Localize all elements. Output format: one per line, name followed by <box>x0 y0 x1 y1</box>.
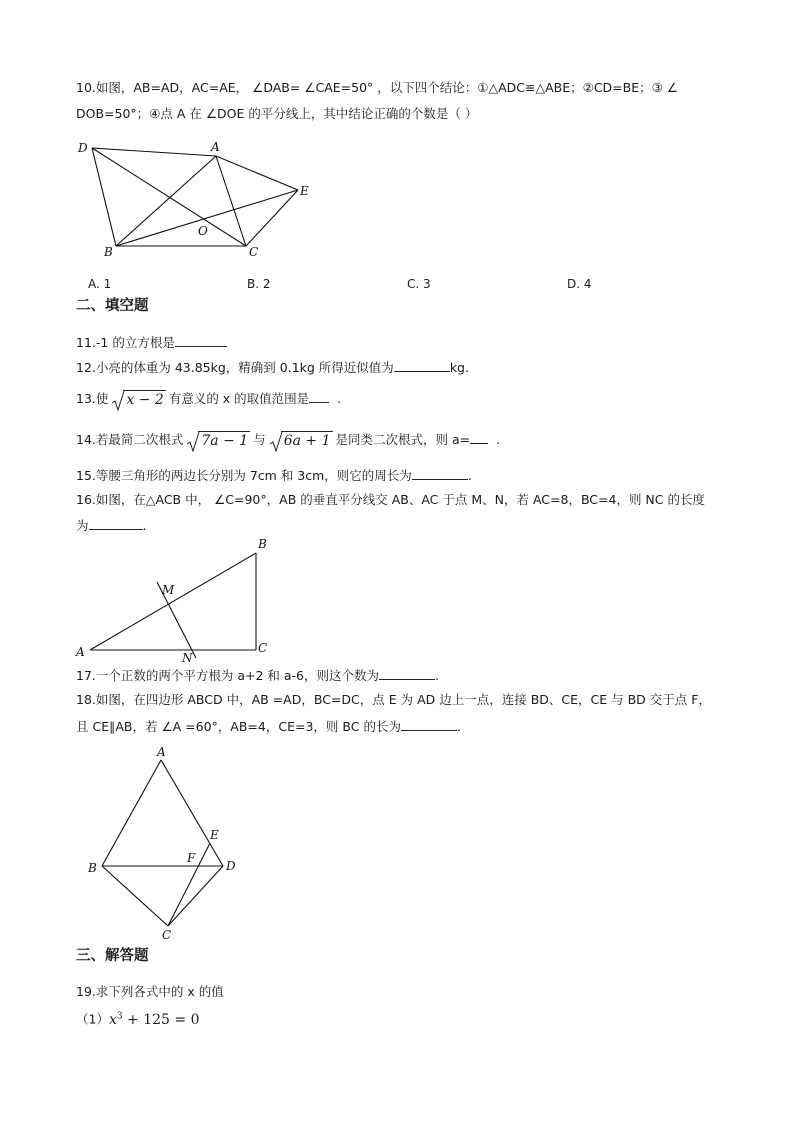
q17-text: 17.一个正数的两个平方根为 a+2 和 a-6，则这个数为 <box>76 668 380 683</box>
q12-answer-blank[interactable] <box>394 359 450 372</box>
q14-radicand-1: 7a − 1 <box>198 431 250 450</box>
q13-answer-blank[interactable] <box>309 390 329 403</box>
label-f: F <box>187 851 196 865</box>
q13-radicand: x − 2 <box>123 390 165 409</box>
q19-sub1-expr: + 125 = 0 <box>127 1011 200 1028</box>
q10-figure <box>74 138 324 262</box>
segment-da <box>92 148 216 156</box>
q10-line1: 10.如图，AB=AD，AC=AE， ∠DAB= ∠CAE=50° ，以下四个结论：①△ADC≌△ABE；②CD=BE；③ ∠ <box>76 80 679 95</box>
q14-sqrt-2 <box>269 431 333 450</box>
q14-sqrt-1 <box>186 431 250 450</box>
label-m: M <box>162 583 175 597</box>
q16-end: . <box>142 518 147 533</box>
label-o: O <box>198 224 208 238</box>
label-n: N <box>182 651 193 662</box>
q18-answer-blank[interactable] <box>401 718 457 731</box>
section-fill-in-title: 二、填空题 <box>76 298 149 314</box>
q13-pre: 13.使 <box>76 391 109 406</box>
q11 <box>76 334 227 351</box>
q19-text: 19.求下列各式中的 x 的值 <box>76 984 224 999</box>
q16-line2-text: 为 <box>76 518 89 533</box>
q18-end: . <box>456 719 461 734</box>
q10-line2: DOB=50°；④点 A 在 ∠DOE 的平分线上，其中结论正确的个数是（ ） <box>76 106 478 121</box>
label-b: B <box>104 245 113 259</box>
q11-text: 11.-1 的立方根是 <box>76 335 175 350</box>
q12-text: 12.小亮的体重为 43.85kg，精确到 0.1kg 所得近似值为 <box>76 360 394 375</box>
label-a: A <box>76 645 85 659</box>
q16-figure <box>74 534 280 662</box>
label-b: B <box>258 537 267 551</box>
q11-answer-blank[interactable] <box>175 334 227 347</box>
q13-post: 有意义的 x 的取值范围是 <box>168 391 310 406</box>
q15-text: 15.等腰三角形的两边长分别为 7cm 和 3cm，则它的周长为 <box>76 468 412 483</box>
q10-option-c: C. 3 <box>407 277 431 291</box>
q15-answer-blank[interactable] <box>412 467 468 480</box>
section-solve-title: 三、解答题 <box>76 948 149 964</box>
segment-ab <box>102 760 161 866</box>
segment-ac <box>216 156 246 246</box>
label-e: E <box>300 184 309 198</box>
q17-answer-blank[interactable] <box>379 667 435 680</box>
q16-line1: 16.如图，在△ACB 中， ∠C=90°，AB 的垂直平分线交 AB、AC 于点 M、N，若 AC=8，BC=4，则 NC 的长度 <box>76 492 705 507</box>
q14-pre: 14.若最简二次根式 <box>76 432 184 447</box>
q13-end: . <box>337 391 342 406</box>
label-d: D <box>226 859 236 873</box>
q14-answer-blank[interactable] <box>470 431 488 444</box>
segment-bc <box>102 866 168 926</box>
label-c: C <box>258 641 268 655</box>
q12 <box>76 359 469 376</box>
q15-end: . <box>467 468 472 483</box>
label-b: B <box>88 861 97 875</box>
label-d: D <box>78 141 88 155</box>
q10-option-b: B. 2 <box>247 277 271 291</box>
q16-answer-blank[interactable] <box>89 517 143 530</box>
q12-unit: kg. <box>449 360 469 375</box>
q19-sub1 <box>76 1008 200 1028</box>
q18-line2 <box>76 718 461 735</box>
label-a: A <box>157 745 166 759</box>
q10-option-a: A. 1 <box>88 277 112 291</box>
q10-option-d: D. 4 <box>567 277 592 291</box>
label-c: C <box>162 928 172 942</box>
q14-post: 是同类二次根式，则 a= <box>335 432 471 447</box>
segment-ab <box>90 553 256 650</box>
q17-end: . <box>435 668 439 683</box>
q13-sqrt <box>111 390 165 409</box>
label-e: E <box>210 828 219 842</box>
q16-line2 <box>76 517 147 534</box>
q19-sub1-equation: $x^3 + 125 = 0$ <box>108 1011 200 1028</box>
q18-line1: 18.如图，在四边形 ABCD 中，AB =AD，BC=DC，点 E 为 AD 边上一点，连接 BD、CE，CE 与 BD 交于点 F， <box>76 692 711 707</box>
segment-cd <box>168 866 223 926</box>
q15 <box>76 467 472 484</box>
segment-ae <box>216 156 298 190</box>
label-a: A <box>211 140 220 154</box>
label-c: C <box>249 245 259 259</box>
segment-dc <box>92 148 246 246</box>
q14-end: . <box>496 432 501 447</box>
q19-sub1-label: （1） <box>76 1011 109 1027</box>
segment-db <box>92 148 116 246</box>
q18-figure <box>84 742 244 942</box>
q14-mid: 与 <box>253 432 266 447</box>
q17 <box>76 667 439 684</box>
q14 <box>76 431 500 450</box>
q13 <box>76 390 341 409</box>
q18-line2-text: 且 CE∥AB，若 ∠A =60°，AB=4，CE=3，则 BC 的长为 <box>76 719 401 734</box>
q14-radicand-2: 6a + 1 <box>281 431 333 450</box>
